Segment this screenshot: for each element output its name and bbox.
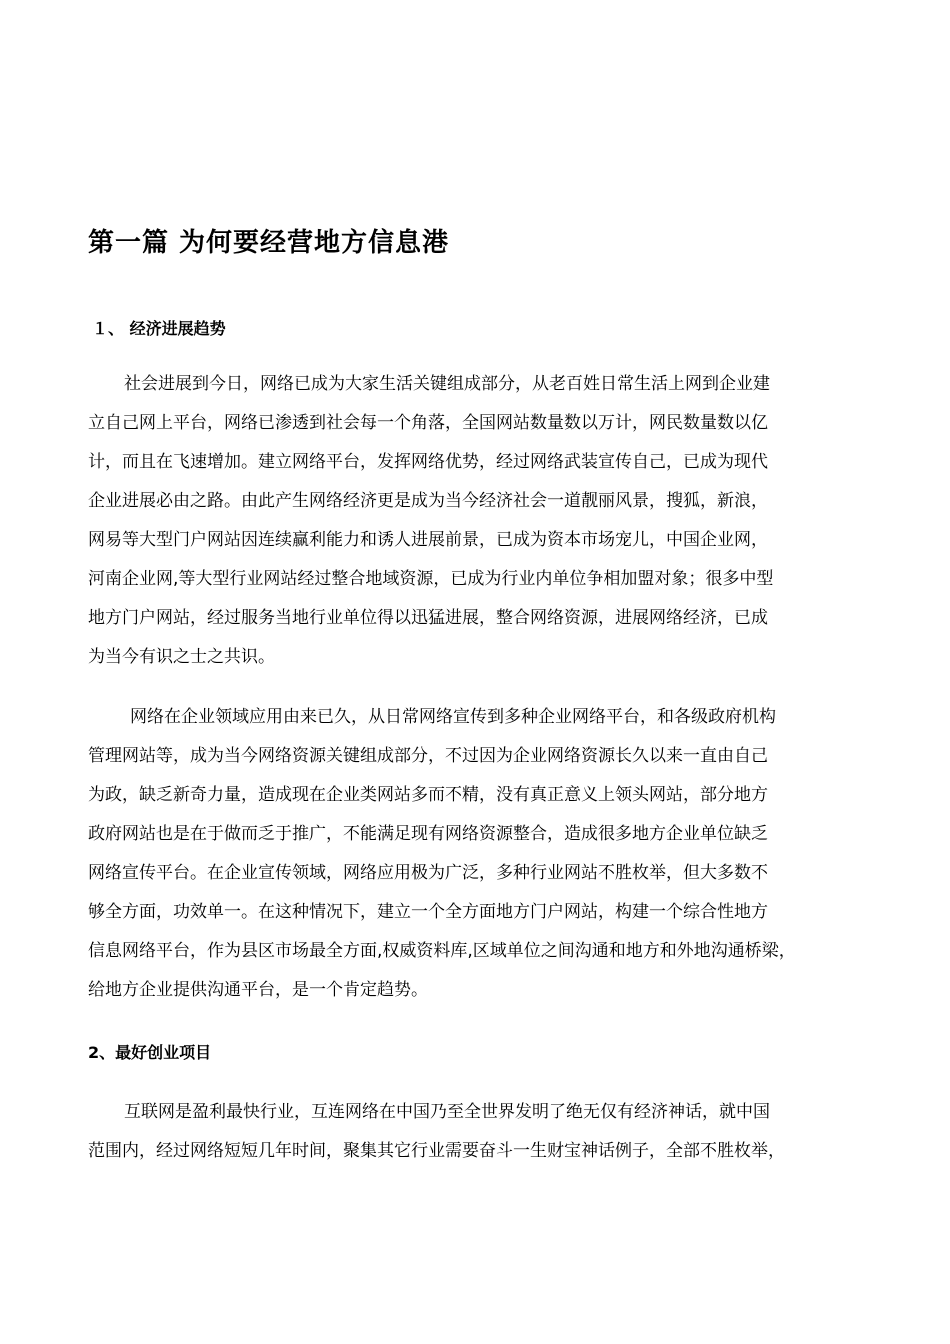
paragraph-line: 互联网是盈利最快行业，互连网络在中国乃至全世界发明了绝无仅有经济神话，就中国 — [124, 1102, 770, 1122]
paragraph-line: 地方门户网站，经过服务当地行业单位得以迅猛进展，整合网络资源，进展网络经济，已成 — [88, 608, 768, 628]
paragraph-line: 河南企业网,等大型行业网站经过整合地域资源，已成为行业内单位争相加盟对象；很多中型 — [88, 569, 774, 589]
paragraph-startup-1 — [88, 1093, 878, 1171]
paragraph-line: 网络宣传平台。在企业宣传领域，网络应用极为广泛，多种行业网站不胜枚举，但大多数不 — [88, 863, 768, 883]
section-heading-economy: １、 经济进展趋势 — [92, 319, 226, 338]
paragraph-line: 立自己网上平台，网络已渗透到社会每一个角落，全国网站数量数以万计，网民数量数以亿 — [88, 413, 768, 433]
paragraph-line: 计，而且在飞速增加。建立网络平台，发挥网络优势，经过网络武装宣传自己，已成为现代 — [88, 452, 768, 472]
paragraph-line: 网络在企业领域应用由来已久，从日常网络宣传到多种企业网络平台，和各级政府机构 — [130, 707, 776, 727]
paragraph-line: 信息网络平台，作为县区市场最全方面,权威资料库,区域单位之间沟通和地方和外地沟通桥梁， — [88, 941, 796, 961]
paragraph-line: 给地方企业提供沟通平台，是一个肯定趋势。 — [88, 980, 428, 1000]
paragraph-line: 范围内，经过网络短短几年时间，聚集其它行业需要奋斗一生财宝神话例子，全部不胜枚举， — [88, 1141, 785, 1161]
paragraph-line: 网易等大型门户网站因连续赢利能力和诱人进展前景，已成为资本市场宠儿，中国企业网， — [88, 530, 768, 550]
paragraph-line: 政府网站也是在于做而乏于推广，不能满足现有网络资源整合，造成很多地方企业单位缺乏 — [88, 824, 768, 844]
section-heading-startup: 2、最好创业项目 — [88, 1043, 212, 1062]
paragraph-line: 为政，缺乏新奇力量，造成现在企业类网站多而不精，没有真正意义上领头网站，部分地方 — [88, 785, 768, 805]
paragraph-line: 管理网站等，成为当今网络资源关键组成部分，不过因为企业网络资源长久以来一直由自己 — [88, 746, 768, 766]
paragraph-economy-1 — [88, 365, 878, 677]
paragraph-line: 为当今有识之士之共识。 — [88, 647, 275, 667]
paragraph-line: 够全方面，功效单一。在这种情况下，建立一个全方面地方门户网站，构建一个综合性地方 — [88, 902, 768, 922]
paragraph-economy-2 — [88, 698, 878, 1010]
paragraph-line: 社会进展到今日，网络已成为大家生活关键组成部分，从老百姓日常生活上网到企业建 — [124, 374, 770, 394]
paragraph-line: 企业进展必由之路。由此产生网络经济更是成为当今经济社会一道靓丽风景，搜狐，新浪， — [88, 491, 768, 511]
document-title: 第一篇 为何要经营地方信息港 — [88, 228, 450, 258]
